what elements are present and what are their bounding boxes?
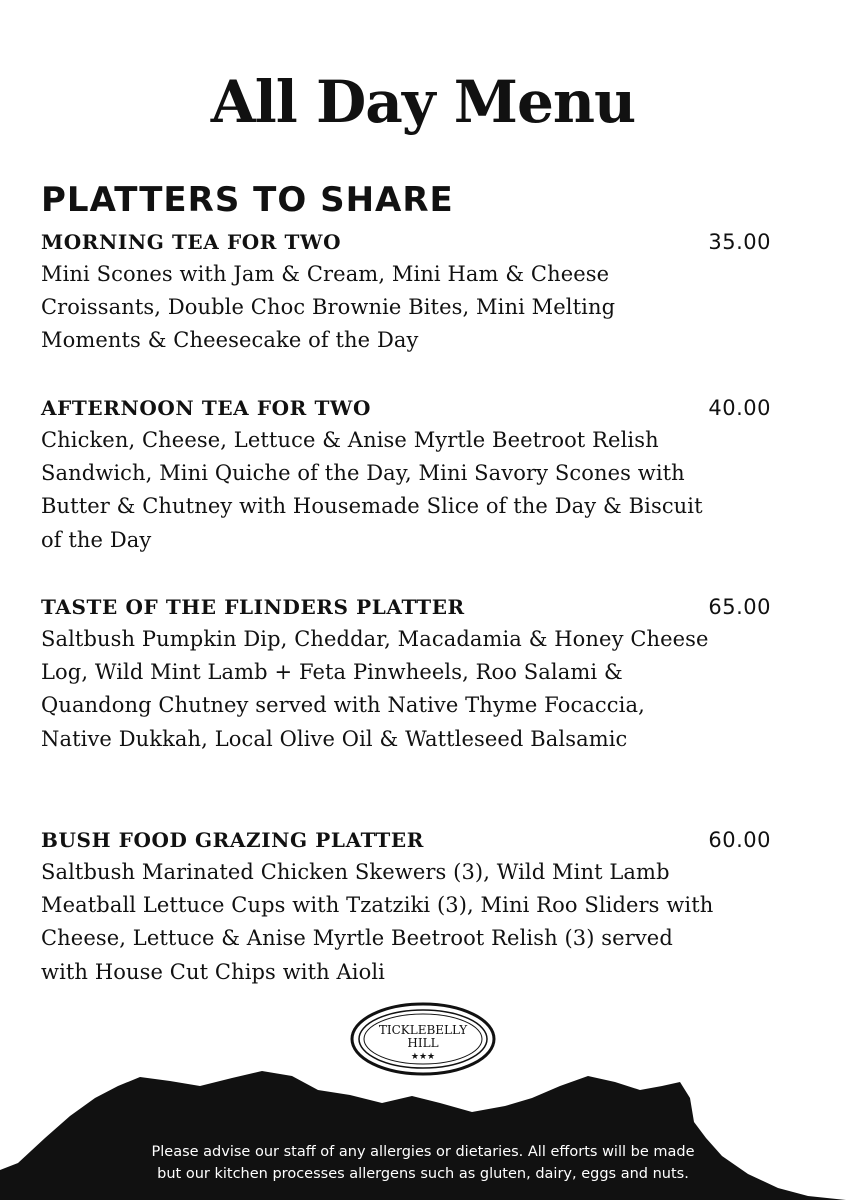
item-price: 35.00: [708, 230, 771, 254]
section-heading-platters: PLATTERS TO SHARE: [41, 180, 454, 220]
item-price: 40.00: [708, 396, 771, 420]
menu-item-bush-food-grazing: [41, 824, 771, 989]
item-description: Mini Scones with Jam & Cream, Mini Ham & Cheese Croissants, Double Choc Brownie Bites, Mini Melting Moments & Cheesecake of the Day: [41, 262, 616, 353]
menu-item-morning-tea: [41, 226, 771, 358]
item-name: TASTE OF THE FLINDERS PLATTER: [41, 595, 465, 619]
item-name: AFTERNOON TEA FOR TWO: [41, 396, 372, 420]
item-name: BUSH FOOD GRAZING PLATTER: [41, 828, 424, 852]
menu-title: All Day Menu: [210, 68, 636, 136]
menu-item-taste-of-the-flinders: [41, 591, 771, 756]
item-description: Saltbush Pumpkin Dip, Cheddar, Macadamia & Honey Cheese Log, Wild Mint Lamb + Feta Pinwheels, Roo Salami & Quandong Chutney served with Native Thyme Focaccia, Native Dukkah, Local Olive Oil & Wattleseed Balsamic: [41, 627, 709, 751]
item-name: MORNING TEA FOR TWO: [41, 230, 342, 254]
item-price: 65.00: [708, 595, 771, 619]
item-price: 60.00: [708, 828, 771, 852]
menu-item-afternoon-tea: [41, 392, 771, 557]
allergen-notice-line2: but our kitchen processes allergens such as gluten, dairy, eggs and nuts.: [157, 1166, 689, 1182]
item-description: Saltbush Marinated Chicken Skewers (3), Wild Mint Lamb Meatball Lettuce Cups with Tzatziki (3), Mini Roo Sliders with Cheese, Lettuce & Anise Myrtle Beetroot Relish (3) served with House Cut Chips with Aioli: [41, 860, 714, 984]
allergen-notice: [0, 1141, 846, 1185]
logo-stars: ★★★: [410, 1052, 436, 1062]
logo-line1: TICKLEBELLY: [378, 1023, 468, 1037]
item-description: Chicken, Cheese, Lettuce & Anise Myrtle Beetroot Relish Sandwich, Mini Quiche of the Day, Mini Savory Scones with Butter & Chutney with Housemade Slice of the Day & Biscuit of the Day: [41, 428, 703, 552]
logo-line2: HILL: [407, 1036, 439, 1050]
allergen-notice-line1: Please advise our staff of any allergies or dietaries. All efforts will be made: [151, 1144, 695, 1160]
